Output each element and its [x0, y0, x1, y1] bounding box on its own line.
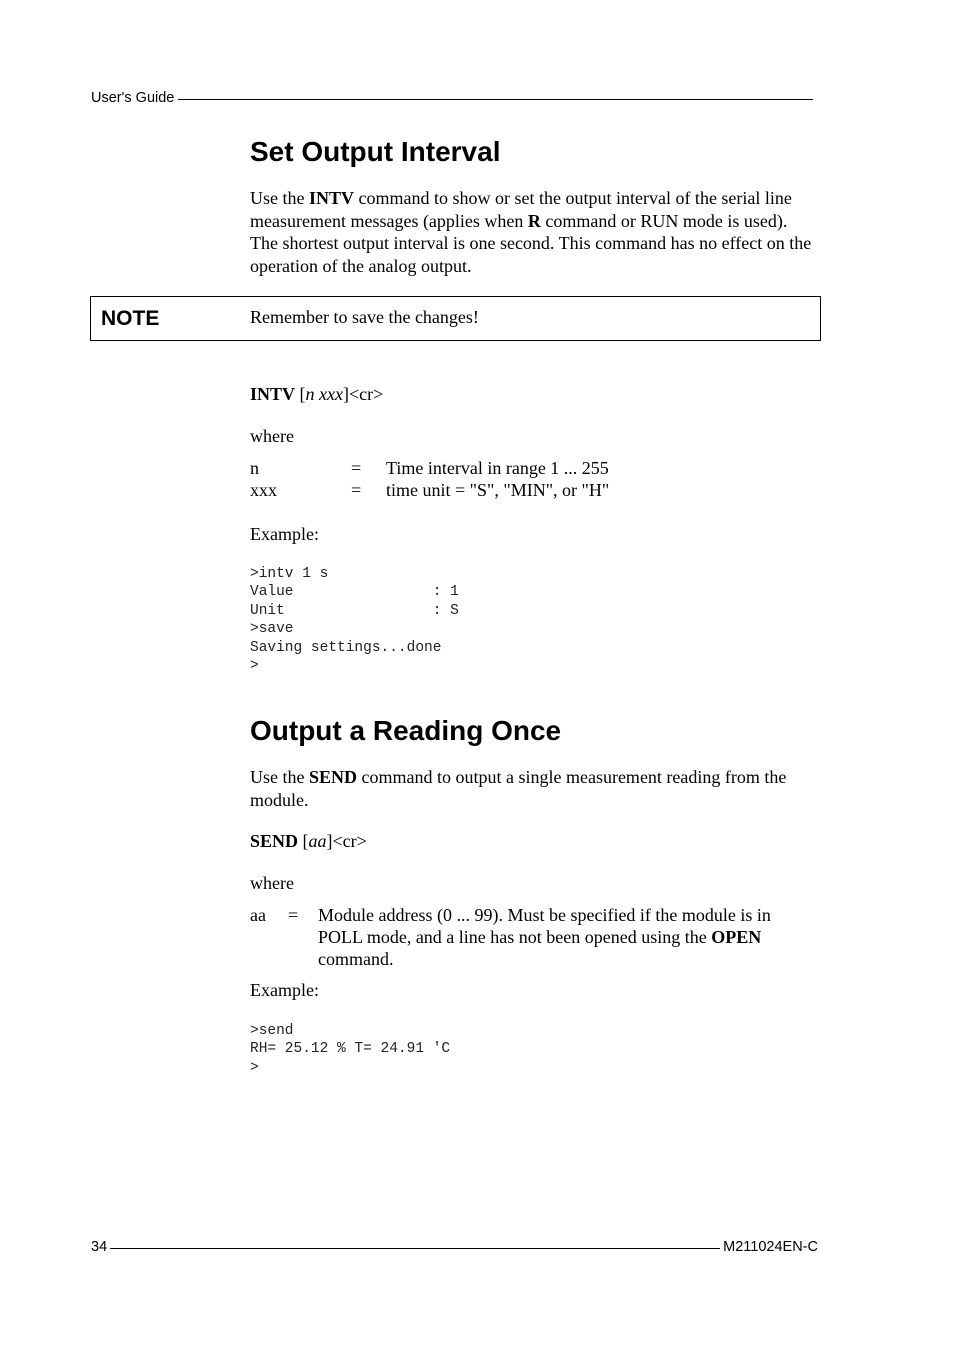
syntax-bracket: ]<cr> [326, 831, 367, 851]
definition-text: Module address (0 ... 99). Must be specified if the module is in POLL mode, and a line has not been opened using the [318, 905, 771, 947]
syntax-command: SEND [250, 831, 299, 851]
header-title: User's Guide [91, 90, 175, 106]
syntax-bracket: [ [295, 384, 306, 404]
syntax-bracket: ]<cr> [342, 384, 384, 404]
where-label: where [250, 873, 294, 893]
syntax-command: INTV [250, 384, 296, 404]
definition-description: Time interval in range 1 ... 255 [386, 458, 609, 478]
page-header [91, 90, 813, 106]
note-box [90, 296, 821, 341]
para-text: command to show or set the output interval of the serial line measurement messages (applies when [250, 188, 792, 231]
para-bold-command: SEND [308, 767, 357, 787]
para-bold-command: R [527, 210, 541, 231]
page-number: 34 [91, 1239, 108, 1255]
example-label: Example: [250, 980, 319, 1000]
send-syntax [250, 831, 367, 852]
definition-equals: = [288, 905, 299, 925]
note-label: NOTE [101, 307, 160, 330]
syntax-args: n xxx [305, 384, 343, 404]
definition-term: n [250, 458, 259, 478]
definition-term: aa [250, 905, 266, 925]
definition-description: time unit = "S", "MIN", or "H" [386, 480, 610, 500]
para-text: command to output a single measurement reading from the module. [250, 767, 787, 810]
footer-rule [110, 1248, 720, 1249]
para-text: command or RUN mode is used). The shortest output interval is one second. This command has no effect on the operation of the analog output. [250, 210, 812, 276]
code-example-intv: >intv 1 s Value : 1 Unit : S >save Saving settings...done > [250, 566, 459, 675]
syntax-args: aa [308, 831, 327, 851]
page-footer [91, 1239, 818, 1255]
header-rule [178, 99, 813, 100]
para-text: Use the [250, 767, 309, 787]
intv-syntax [250, 384, 383, 405]
section-title-set-output-interval: Set Output Interval [250, 136, 501, 167]
example-label: Example: [250, 524, 319, 544]
document-code: M211024EN-C [723, 1239, 818, 1255]
definition-description [318, 904, 793, 970]
where-label: where [250, 426, 294, 446]
section1-intro-paragraph [250, 187, 815, 277]
definition-equals: = [351, 480, 362, 500]
section2-intro-paragraph [250, 766, 815, 811]
definition-bold-command: OPEN [711, 927, 762, 947]
definition-text: command. [318, 949, 394, 969]
code-example-send: >send RH= 25.12 % T= 24.91 'C > [250, 1023, 451, 1076]
para-text: Use the [250, 188, 309, 208]
section-title-output-reading-once: Output a Reading Once [250, 715, 562, 746]
para-bold-command: INTV [308, 188, 354, 208]
note-text: Remember to save the changes! [250, 307, 479, 327]
definition-term: xxx [250, 480, 277, 500]
definition-equals: = [351, 458, 362, 478]
syntax-bracket: [ [298, 831, 309, 851]
